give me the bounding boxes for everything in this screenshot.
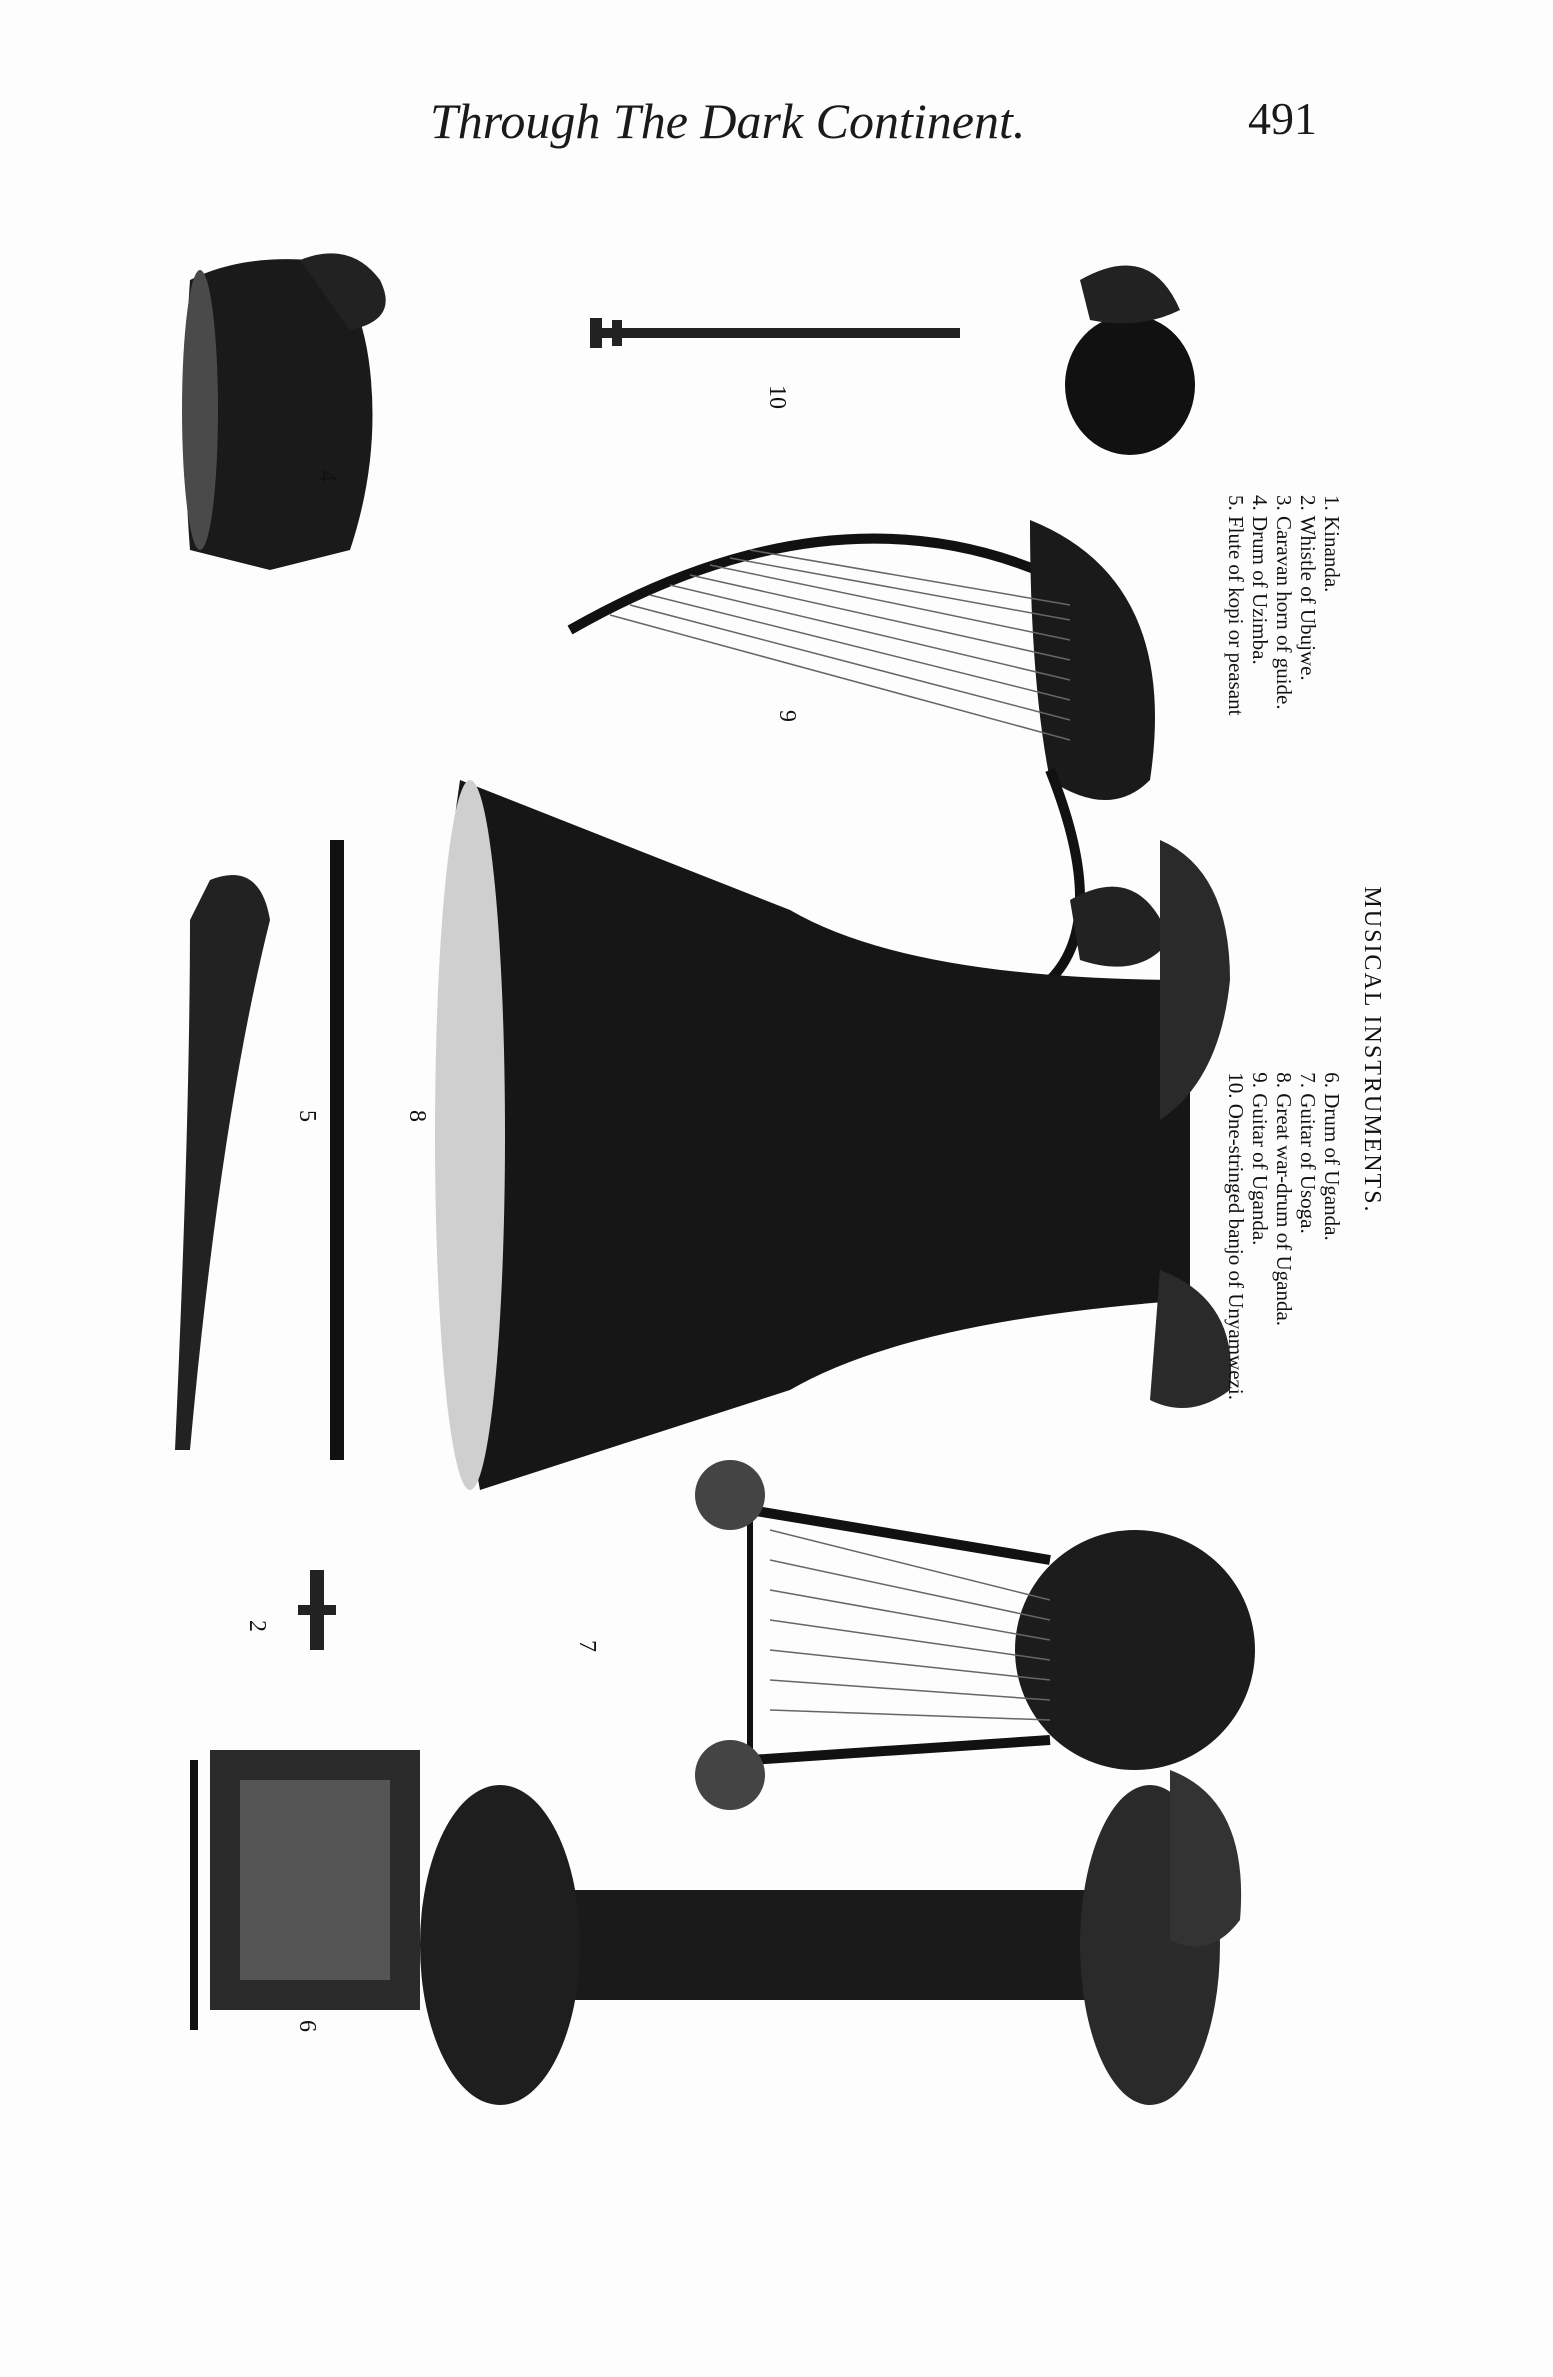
drum-of-uganda-figure xyxy=(420,1770,1241,2105)
caption-item: 5. Flute of kopi or peasant xyxy=(1224,495,1248,716)
figure-label-7: 7 xyxy=(574,1640,600,1652)
figure-label-2: 2 xyxy=(244,1620,270,1632)
caption-item: 8. Great war-drum of Uganda. xyxy=(1272,1072,1296,1327)
figure-label-8: 8 xyxy=(404,1110,430,1122)
caption-item: 6. Drum of Uganda. xyxy=(1320,1072,1344,1241)
plate-caption xyxy=(1205,495,1385,1605)
caption-item: 3. Caravan horn of guide. xyxy=(1272,495,1296,710)
caption-item: 2. Whistle of Ubujwe. xyxy=(1296,495,1320,681)
whistle-of-ubujwe-figure xyxy=(298,1570,336,1650)
one-stringed-banjo-figure xyxy=(590,265,1195,455)
figure-label-9: 9 xyxy=(774,710,800,722)
caption-item: 4. Drum of Uzimba. xyxy=(1248,495,1272,665)
staff-figure xyxy=(330,840,344,1460)
caption-item: 1. Kinanda. xyxy=(1320,495,1344,593)
figure-label-6: 6 xyxy=(294,2020,320,2032)
figure-label-5: 5 xyxy=(294,1110,320,1122)
caption-item: 9. Guitar of Uganda. xyxy=(1248,1072,1272,1246)
guitar-of-usoga-figure xyxy=(695,1460,1255,1810)
figure-label-10: 10 xyxy=(764,385,790,409)
page-number: 491 xyxy=(1248,93,1317,144)
caption-item: 7. Guitar of Usoga. xyxy=(1296,1072,1320,1234)
great-war-drum-of-uganda-figure xyxy=(435,780,1231,1490)
caption-right-column xyxy=(1224,1072,1344,1605)
figure-label-4: 4 xyxy=(314,470,340,482)
caption-columns xyxy=(1224,495,1344,1605)
caption-item: 10. One-stringed banjo of Unyamwezi. xyxy=(1224,1072,1248,1400)
kinanda-figure xyxy=(190,1750,420,2030)
drum-of-uzimba-figure xyxy=(182,253,386,570)
flute-of-kopi-figure xyxy=(175,875,270,1450)
caption-left-column xyxy=(1224,495,1344,1028)
running-title: Through The Dark Continent. xyxy=(430,93,1026,149)
caption-title: MUSICAL INSTRUMENTS. xyxy=(1359,886,1385,1214)
